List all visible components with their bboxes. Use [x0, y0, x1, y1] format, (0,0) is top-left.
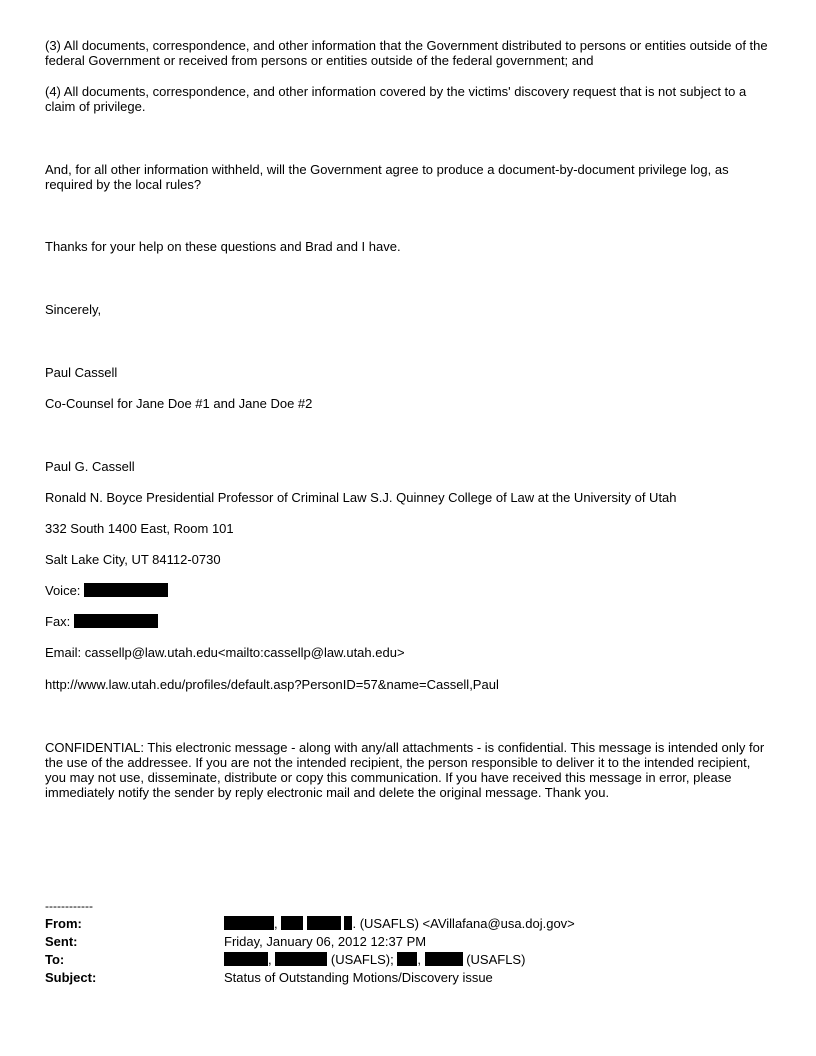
privilege-log-question: And, for all other information withheld, will the Government agree to produce a document-by-document privilege log, as required by the local rules?	[45, 162, 729, 192]
to-value: , (USAFLS); , (USAFLS)	[224, 951, 525, 968]
signer-name: Paul Cassell	[45, 365, 118, 380]
signature-profile-url: http://www.law.utah.edu/profiles/default.asp?PersonID=57&name=Cassell,Paul	[45, 677, 499, 692]
signature-fax	[45, 614, 771, 629]
sent-value: Friday, January 06, 2012 12:37 PM	[224, 934, 427, 949]
redaction-voice-number	[84, 583, 168, 597]
from-value: , . (USAFLS) <AVillafana@usa.doj.gov>	[224, 915, 575, 932]
signer-role: Co-Counsel for Jane Doe #1 and Jane Doe #2	[45, 396, 313, 411]
to-label: To:	[45, 952, 65, 967]
signature-address-line2: Salt Lake City, UT 84112-0730	[45, 552, 221, 567]
redaction-from-2	[281, 916, 303, 930]
redaction-to-2	[275, 952, 327, 966]
to-part-2: (USAFLS)	[466, 952, 526, 967]
discovery-item-3: (3) All documents, correspondence, and other information that the Government distributed to persons or entities outside of the federal Government or received from persons or entities outside of the federal government; and	[45, 38, 768, 68]
to-part-1: (USAFLS);	[330, 952, 394, 967]
redaction-from-3	[307, 916, 341, 930]
signature-email: Email: cassellp@law.utah.edu<mailto:cassellp@law.utah.edu>	[45, 645, 405, 660]
redaction-to-4	[425, 952, 463, 966]
redaction-to-3	[397, 952, 417, 966]
signature-title: Ronald N. Boyce Presidential Professor of Criminal Law S.J. Quinney College of Law at the University of Utah	[45, 490, 677, 505]
signature-address-line1: 332 South 1400 East, Room 101	[45, 521, 234, 536]
closing: Sincerely,	[45, 302, 102, 317]
subject-value: Status of Outstanding Motions/Discovery issue	[224, 970, 493, 985]
header-separator: ------------	[45, 899, 93, 913]
redaction-to-1	[224, 952, 268, 966]
signature-name: Paul G. Cassell	[45, 459, 135, 474]
signature-voice	[45, 583, 771, 598]
redaction-from-1	[224, 916, 274, 930]
from-suffix: . (USAFLS) <AVillafana@usa.doj.gov>	[352, 916, 575, 931]
fax-label: Fax:	[45, 614, 71, 629]
subject-label: Subject:	[45, 970, 97, 985]
confidentiality-notice: CONFIDENTIAL: This electronic message - along with any/all attachments - is confidential. This message is intended only for the use of the addressee. If you are not the intended recipient, the person responsible to deliver it to the intended recipient, you may not use, disseminate, distribute or copy this communication. If you have received this message in error, please immediately notify the sender by reply electronic mail and delete the original message. Thank you.	[45, 740, 765, 800]
thanks-line: Thanks for your help on these questions and Brad and I have.	[45, 239, 401, 254]
voice-label: Voice:	[45, 583, 81, 598]
discovery-item-4: (4) All documents, correspondence, and other information covered by the victims' discovery request that is not subject to a claim of privilege.	[45, 84, 747, 114]
sent-label: Sent:	[45, 934, 78, 949]
from-label: From:	[45, 916, 82, 931]
redaction-fax-number	[74, 614, 158, 628]
